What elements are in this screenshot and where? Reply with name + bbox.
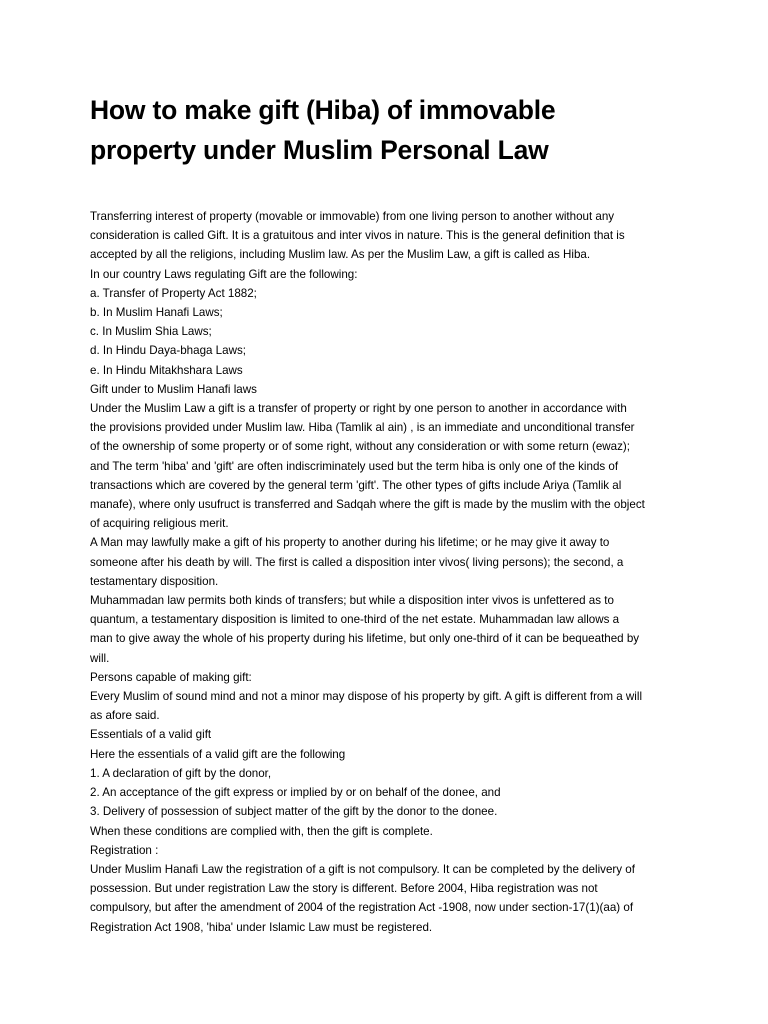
text-line: Under Muslim Hanafi Law the registration of a gift is not compulsory. It can be completed by the delivery of [90,862,635,876]
text-line: compulsory, but after the amendment of 2004 of the registration Act -1908, now under section-17(1)(aa) of [90,901,634,915]
text-line: testamentary disposition. [90,574,219,588]
text-line: accepted by all the religions, including Muslim law. As per the Muslim Law, a gift is called as Hiba. [90,248,591,262]
title-line: property under Muslim Personal Law [90,135,549,165]
text-line: and The term 'hiba' and 'gift' are often indiscriminately used but the term hiba is only one of the kinds of [90,459,619,473]
title-line: How to make gift (Hiba) of immovable [90,95,556,125]
text-line: the provisions provided under Muslim law. Hiba (Tamlik al ain) , is an immediate and unconditional transfer [90,421,635,435]
text-line: Every Muslim of sound mind and not a minor may dispose of his property by gift. A gift is different from a will [90,690,643,704]
text-line: a. Transfer of Property Act 1882; [90,286,257,300]
text-line: man to give away the whole of his property during his lifetime, but only one-third of it can be bequeathed by [90,632,640,646]
document-title [90,90,690,170]
text-line: Under the Muslim Law a gift is a transfer of property or right by one person to another in accordance with [90,402,627,416]
text-line: Here the essentials of a valid gift are the following [90,747,346,761]
text-line: In our country Laws regulating Gift are the following: [90,267,358,281]
text-line: d. In Hindu Daya-bhaga Laws; [90,344,246,358]
text-line: consideration is called Gift. It is a gratuitous and inter vivos in nature. This is the general definition that is [90,229,625,243]
text-line: as afore said. [90,709,160,723]
text-line: 3. Delivery of possession of subject matter of the gift by the donor to the donee. [90,805,498,819]
text-line: Gift under to Muslim Hanafi laws [90,382,257,396]
text-line: e. In Hindu Mitakhshara Laws [90,363,243,377]
text-line: Muhammadan law permits both kinds of transfers; but while a disposition inter vivos is unfettered as to [90,594,614,608]
text-line: A Man may lawfully make a gift of his property to another during his lifetime; or he may give it away to [90,536,610,550]
text-line: 2. An acceptance of the gift express or implied by or on behalf of the donee, and [90,786,501,800]
text-line: of acquiring religious merit. [90,517,229,531]
text-line: will. [90,651,110,665]
text-line: of the ownership of some property or of some right, without any consideration or with some return (ewaz); [90,440,631,454]
document-body [90,207,690,937]
text-line: Registration : [90,843,159,857]
text-line: someone after his death by will. The first is called a disposition inter vivos( living persons); the second, a [90,555,624,569]
text-line: Registration Act 1908, 'hiba' under Islamic Law must be registered. [90,920,433,934]
text-line: When these conditions are complied with, then the gift is complete. [90,824,433,838]
text-line: manafe), where only usufruct is transferred and Sadqah where the gift is made by the muslim with the object [90,498,645,512]
text-line: Transferring interest of property (movable or immovable) from one living person to another without any [90,210,615,223]
text-line: quantum, a testamentary disposition is limited to one-third of the net estate. Muhammadan law allows a [90,613,620,627]
text-line: possession. But under registration Law the story is different. Before 2004, Hiba registration was not [90,882,598,896]
text-line: Essentials of a valid gift [90,728,212,742]
text-line: b. In Muslim Hanafi Laws; [90,306,223,320]
text-line: 1. A declaration of gift by the donor, [90,766,272,780]
text-line: transactions which are covered by the general term 'gift'. The other types of gifts include Ariya (Tamlik al [90,478,622,492]
text-line: Persons capable of making gift: [90,670,252,684]
text-line: c. In Muslim Shia Laws; [90,325,212,339]
